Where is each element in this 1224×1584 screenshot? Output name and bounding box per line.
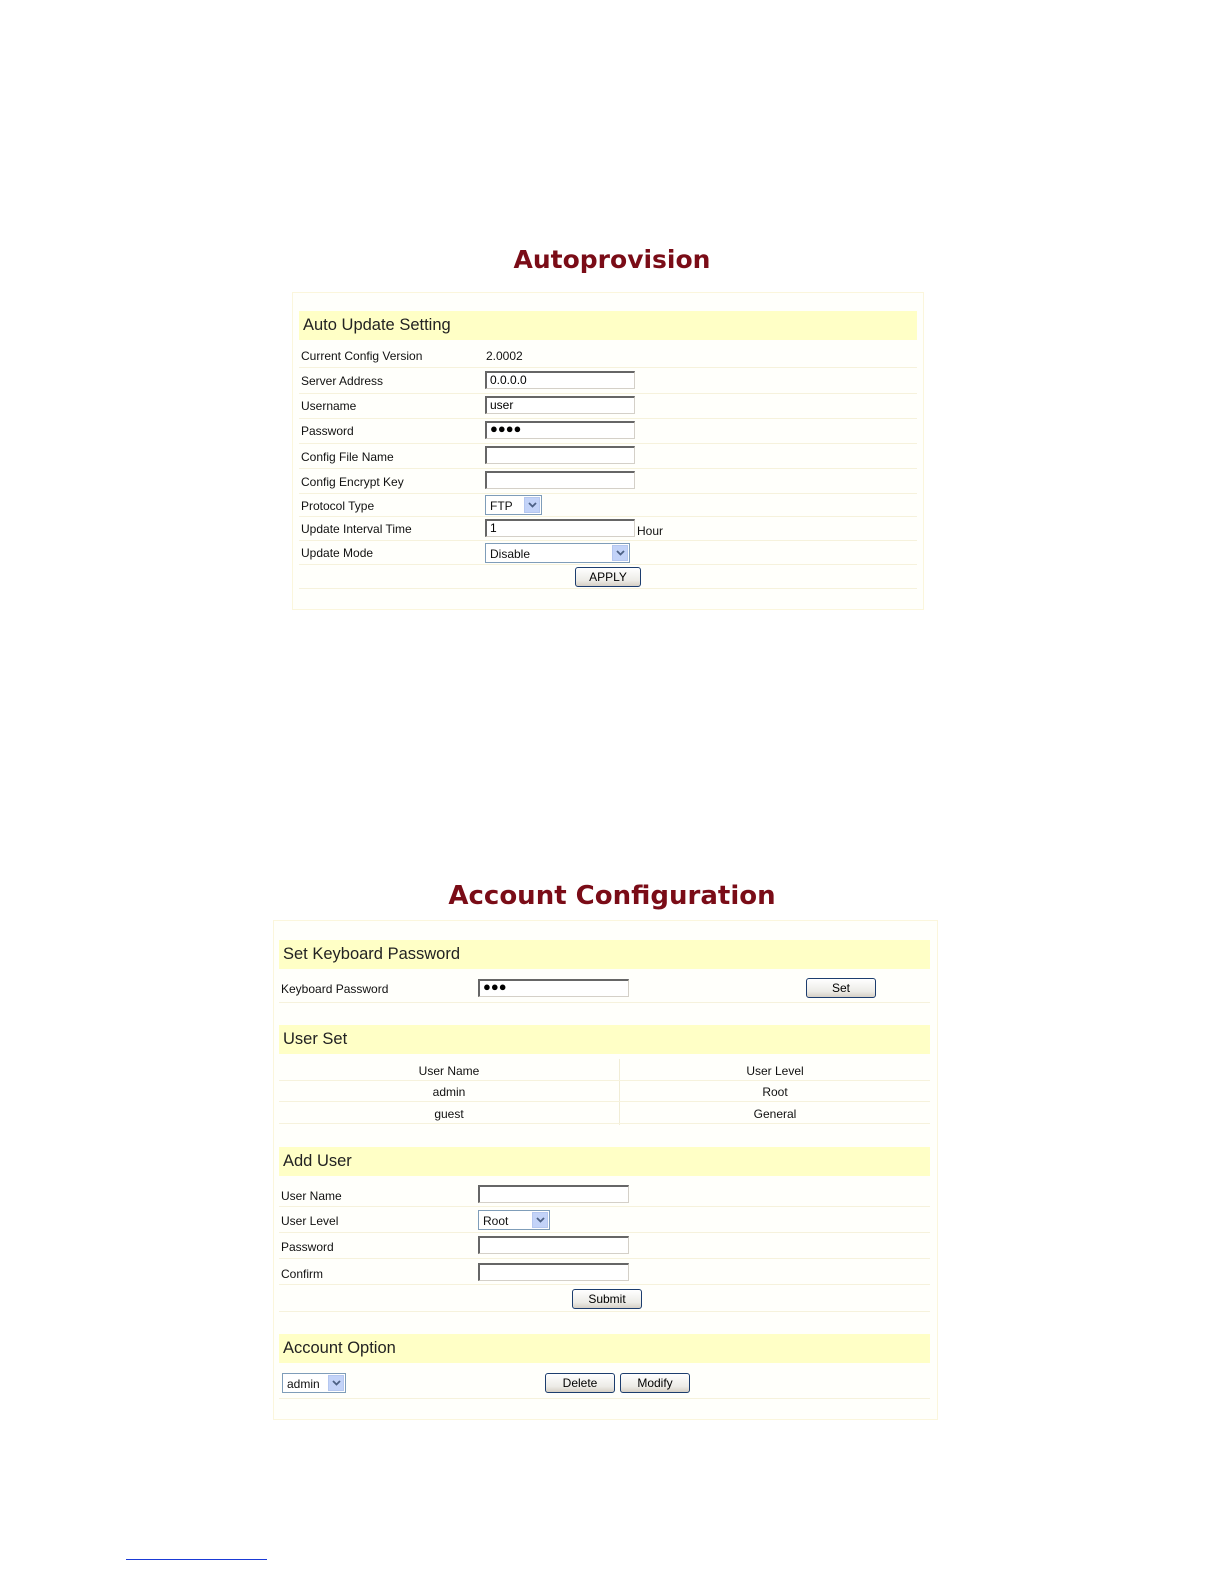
add-user-section-header <box>279 1147 930 1176</box>
delete-button[interactable]: Delete <box>545 1373 615 1393</box>
protocol-type-row <box>299 494 917 517</box>
chevron-down-icon[interactable] <box>524 497 540 513</box>
chevron-down-icon[interactable] <box>328 1375 344 1391</box>
auto-update-section-header <box>299 311 917 340</box>
add-user-confirm-input[interactable] <box>478 1263 629 1281</box>
keyboard-password-label: Keyboard Password <box>281 982 389 996</box>
update-mode-select[interactable] <box>485 543 630 563</box>
account-option-user-select[interactable] <box>282 1373 346 1393</box>
apply-button[interactable]: APPLY <box>575 567 641 587</box>
current-config-version-label: Current Config Version <box>301 349 423 363</box>
add-user-level-value: Root <box>483 1214 509 1228</box>
add-user-password-input[interactable] <box>478 1236 629 1254</box>
update-mode-value: Disable <box>490 547 531 561</box>
chevron-down-icon[interactable] <box>532 1212 548 1228</box>
add-user-name-label: User Name <box>281 1189 342 1203</box>
apply-row <box>299 565 917 589</box>
add-user-submit-row <box>279 1285 930 1312</box>
account-option-section-header <box>279 1334 930 1363</box>
server-address-input[interactable]: 0.0.0.0 <box>485 371 635 389</box>
current-config-version-value: 2.0002 <box>486 349 523 363</box>
user-set-section-title: User Set <box>283 1030 348 1048</box>
current-config-version-row <box>299 344 917 368</box>
user-set-header-row <box>279 1059 930 1081</box>
update-interval-row <box>299 517 917 541</box>
user-name-cell: admin <box>432 1085 466 1099</box>
protocol-type-value: FTP <box>490 499 513 513</box>
config-encrypt-key-label: Config Encrypt Key <box>301 475 404 489</box>
user-name-cell: guest <box>434 1107 464 1121</box>
account-configuration-title: Account Configuration <box>448 881 776 911</box>
table-row <box>279 1102 930 1124</box>
add-user-confirm-row <box>279 1259 930 1285</box>
add-user-password-row <box>279 1233 930 1259</box>
chevron-down-icon[interactable] <box>612 545 628 561</box>
submit-button[interactable]: Submit <box>572 1289 642 1309</box>
user-level-cell: Root <box>762 1085 788 1099</box>
keyboard-password-input[interactable]: ●●● <box>478 979 629 997</box>
password-row <box>299 419 917 444</box>
add-user-section-title: Add User <box>283 1152 352 1170</box>
auto-update-panel <box>292 292 924 610</box>
keyboard-section-title: Set Keyboard Password <box>283 945 461 963</box>
username-label: Username <box>301 399 357 413</box>
server-address-label: Server Address <box>301 374 384 388</box>
update-mode-label: Update Mode <box>301 546 374 560</box>
protocol-type-select[interactable] <box>485 495 542 515</box>
update-interval-unit: Hour <box>637 524 664 538</box>
add-user-name-input[interactable] <box>478 1185 629 1203</box>
update-interval-label: Update Interval Time <box>301 522 412 536</box>
password-input[interactable]: ●●●● <box>485 421 635 439</box>
add-user-level-row <box>279 1207 930 1233</box>
footnote-rule <box>126 1559 267 1560</box>
modify-button[interactable]: Modify <box>620 1373 690 1393</box>
account-option-section-title: Account Option <box>283 1339 396 1357</box>
update-mode-row <box>299 541 917 565</box>
user-set-section-header <box>279 1025 930 1054</box>
autoprovision-title: Autoprovision <box>513 245 711 274</box>
keyboard-password-row <box>279 973 930 1003</box>
set-button[interactable]: Set <box>806 978 876 998</box>
add-user-level-label: User Level <box>281 1214 339 1228</box>
config-file-name-input[interactable] <box>485 446 635 464</box>
password-label: Password <box>301 424 354 438</box>
username-input[interactable]: user <box>485 396 635 414</box>
config-file-name-label: Config File Name <box>301 450 394 464</box>
user-name-column-header: User Name <box>418 1064 480 1078</box>
keyboard-section-header <box>279 940 930 969</box>
config-encrypt-key-input[interactable] <box>485 471 635 489</box>
add-user-name-row <box>279 1182 930 1207</box>
add-user-password-label: Password <box>281 1240 334 1254</box>
update-interval-input[interactable]: 1 <box>485 519 635 537</box>
protocol-type-label: Protocol Type <box>301 499 375 513</box>
add-user-confirm-label: Confirm <box>281 1267 324 1281</box>
add-user-level-select[interactable] <box>478 1210 550 1230</box>
user-level-column-header: User Level <box>746 1064 804 1078</box>
account-option-user-value: admin <box>287 1377 320 1391</box>
server-address-row <box>299 369 917 394</box>
table-row <box>279 1081 930 1102</box>
account-option-row <box>279 1367 930 1399</box>
config-file-name-row <box>299 444 917 469</box>
account-configuration-panel <box>273 920 938 1420</box>
config-encrypt-key-row <box>299 469 917 494</box>
username-row <box>299 394 917 419</box>
user-level-cell: General <box>753 1107 797 1121</box>
auto-update-section-title: Auto Update Setting <box>303 316 451 334</box>
